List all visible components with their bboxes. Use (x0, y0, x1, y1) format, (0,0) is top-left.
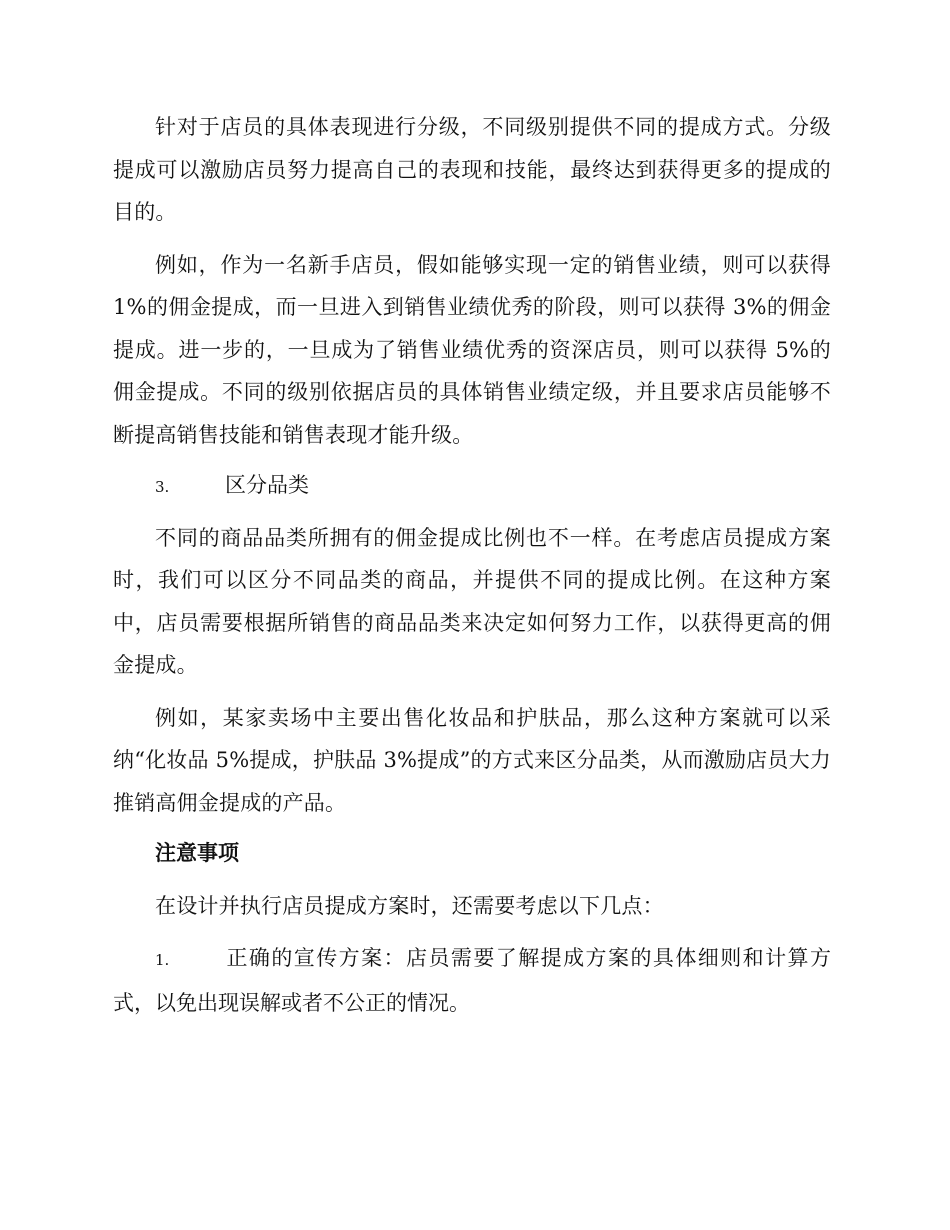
section-heading: 注意事项 (155, 841, 239, 865)
paragraph-tier-example: 例如，作为一名新手店员，假如能够实现一定的销售业绩，则可以获得1%的佣金提成，而一旦进入到销售业绩优秀的阶段，则可以获得 3%的佣金提成。进一步的，一旦成为了销售业绩优秀的资深店员，则可以获得 5%的佣金提成。不同的级别依据店员的具体销售业绩定级，并且要求店员能够不断提高销售技能和销售表现才能升级。 (113, 252, 831, 447)
list-item-3 (113, 464, 831, 509)
list-item-text: 正确的宣传方案：店员需要了解提成方案的具体细则和计算方式，以免出现误解或者不公正的情况。 (113, 946, 831, 1015)
list-item-1 (113, 937, 831, 1024)
paragraph-tiered-commission: 针对于店员的具体表现进行分级，不同级别提供不同的提成方式。分级提成可以激励店员努力提高自己的表现和技能，最终达到获得更多的提成的目的。 (113, 115, 831, 224)
paragraph-considerations-intro: 在设计并执行店员提成方案时，还需要考虑以下几点： (155, 893, 664, 918)
list-label: 区分品类 (225, 473, 309, 497)
list-number: 1. (155, 951, 170, 969)
paragraph-category-commission: 不同的商品品类所拥有的佣金提成比例也不一样。在考虑店员提成方案时，我们可以区分不同品类的商品，并提供不同的提成比例。在这种方案中，店员需要根据所销售的商品品类来决定如何努力工作，以获得更高的佣金提成。 (113, 525, 831, 677)
list-number: 3. (155, 478, 170, 496)
document-page (113, 106, 831, 1024)
paragraph-category-example: 例如，某家卖场中主要出售化妆品和护肤品，那么这种方案就可以采纳“化妆品 5%提成，护肤品 3%提成”的方式来区分品类，从而激励店员大力推销高佣金提成的产品。 (113, 705, 831, 815)
